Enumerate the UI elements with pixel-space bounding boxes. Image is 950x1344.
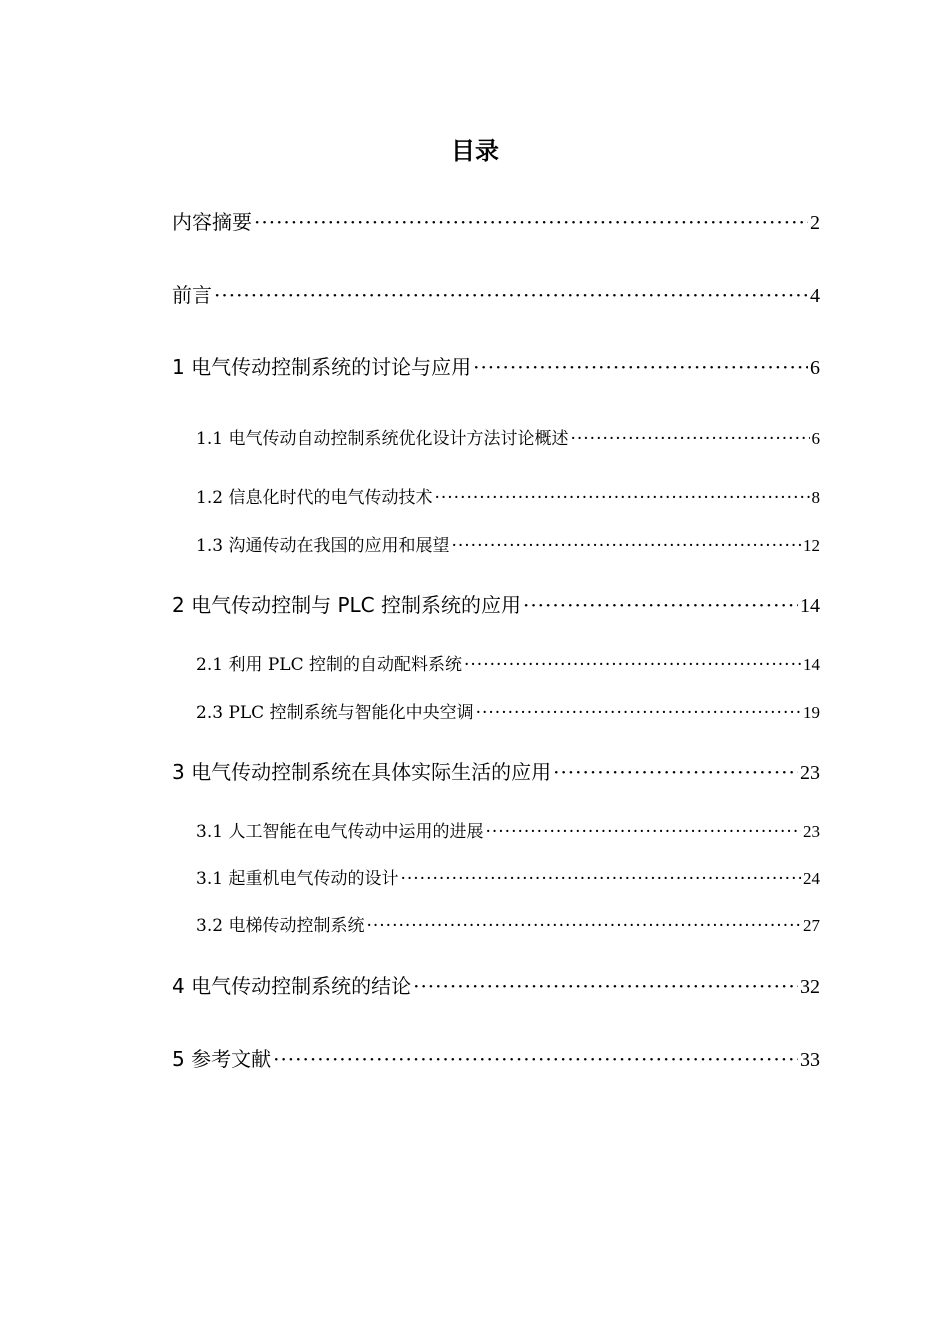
dot-leader [476,701,801,725]
toc-page-number: 8 [811,488,820,507]
toc-entry-title: 前言 [172,283,212,307]
toc-page-number: 27 [803,916,820,935]
toc-entry[interactable] [196,914,820,938]
toc-entry-title: 2.1 利用 PLC 控制的自动配料系统 [196,655,462,675]
toc-page-number: 33 [800,1049,820,1071]
toc-page-number: 6 [810,357,820,379]
dot-leader [523,591,798,619]
toc-entry[interactable] [172,208,820,237]
dot-leader [464,653,801,677]
dot-leader [434,486,809,510]
toc-page-number: 23 [800,762,820,784]
toc-entry-title: 2.3 PLC 控制系统与智能化中央空调 [196,703,474,723]
toc-entry-title: 内容摘要 [172,210,252,234]
toc-entry-title: 3.2 电梯传动控制系统 [196,916,365,936]
toc-page-number: 6 [811,429,820,448]
toc-entry[interactable] [196,427,820,451]
toc-page-number: 24 [803,869,820,888]
toc-entry-title: 1 电气传动控制系统的讨论与应用 [172,355,472,379]
dot-leader [570,427,809,451]
page-title: 目录 [451,137,499,165]
toc-entry[interactable] [196,534,820,558]
toc-entry-title: 1.3 沟通传动在我国的应用和展望 [196,536,450,556]
toc-entry[interactable] [196,701,820,725]
dot-leader [553,758,798,786]
toc-page-number: 2 [810,212,820,234]
toc-page-number: 19 [803,703,820,722]
dot-leader [473,353,808,381]
toc-entry[interactable] [172,353,820,382]
toc-entry-title: 4 电气传动控制系统的结论 [172,974,412,998]
dot-leader [400,867,801,891]
toc-entry[interactable] [172,591,820,620]
toc-page-number: 4 [810,285,820,307]
toc-entry-title: 3.1 起重机电气传动的设计 [196,869,399,889]
toc-entry-title: 2 电气传动控制与 PLC 控制系统的应用 [172,593,521,617]
toc-entry[interactable] [172,1045,820,1074]
toc-entry[interactable] [196,653,820,677]
dot-leader [273,1045,798,1073]
toc-entry[interactable] [196,820,820,844]
dot-leader [485,820,801,844]
toc-entry[interactable] [172,758,820,787]
toc-entry[interactable] [196,867,820,891]
toc-page-number: 23 [803,822,820,841]
dot-leader [254,208,808,236]
dot-leader [214,281,808,309]
toc-entry-title: 1.2 信息化时代的电气传动技术 [196,488,433,508]
toc-entry-title: 3 电气传动控制系统在具体实际生活的应用 [172,760,552,784]
toc-entry[interactable] [172,281,820,310]
toc-page-number: 32 [800,976,820,998]
toc-entry-title: 1.1 电气传动自动控制系统优化设计方法讨论概述 [196,429,569,449]
toc-entry[interactable] [196,486,820,510]
toc-entry[interactable] [172,972,820,1001]
toc-page-number: 14 [803,655,820,674]
dot-leader [451,534,801,558]
toc-page-number: 12 [803,536,820,555]
dot-leader [366,914,801,938]
dot-leader [413,972,798,1000]
toc-entry-title: 3.1 人工智能在电气传动中运用的进展 [196,822,484,842]
toc-entry-title: 5 参考文献 [172,1047,272,1071]
toc-page-number: 14 [800,595,820,617]
